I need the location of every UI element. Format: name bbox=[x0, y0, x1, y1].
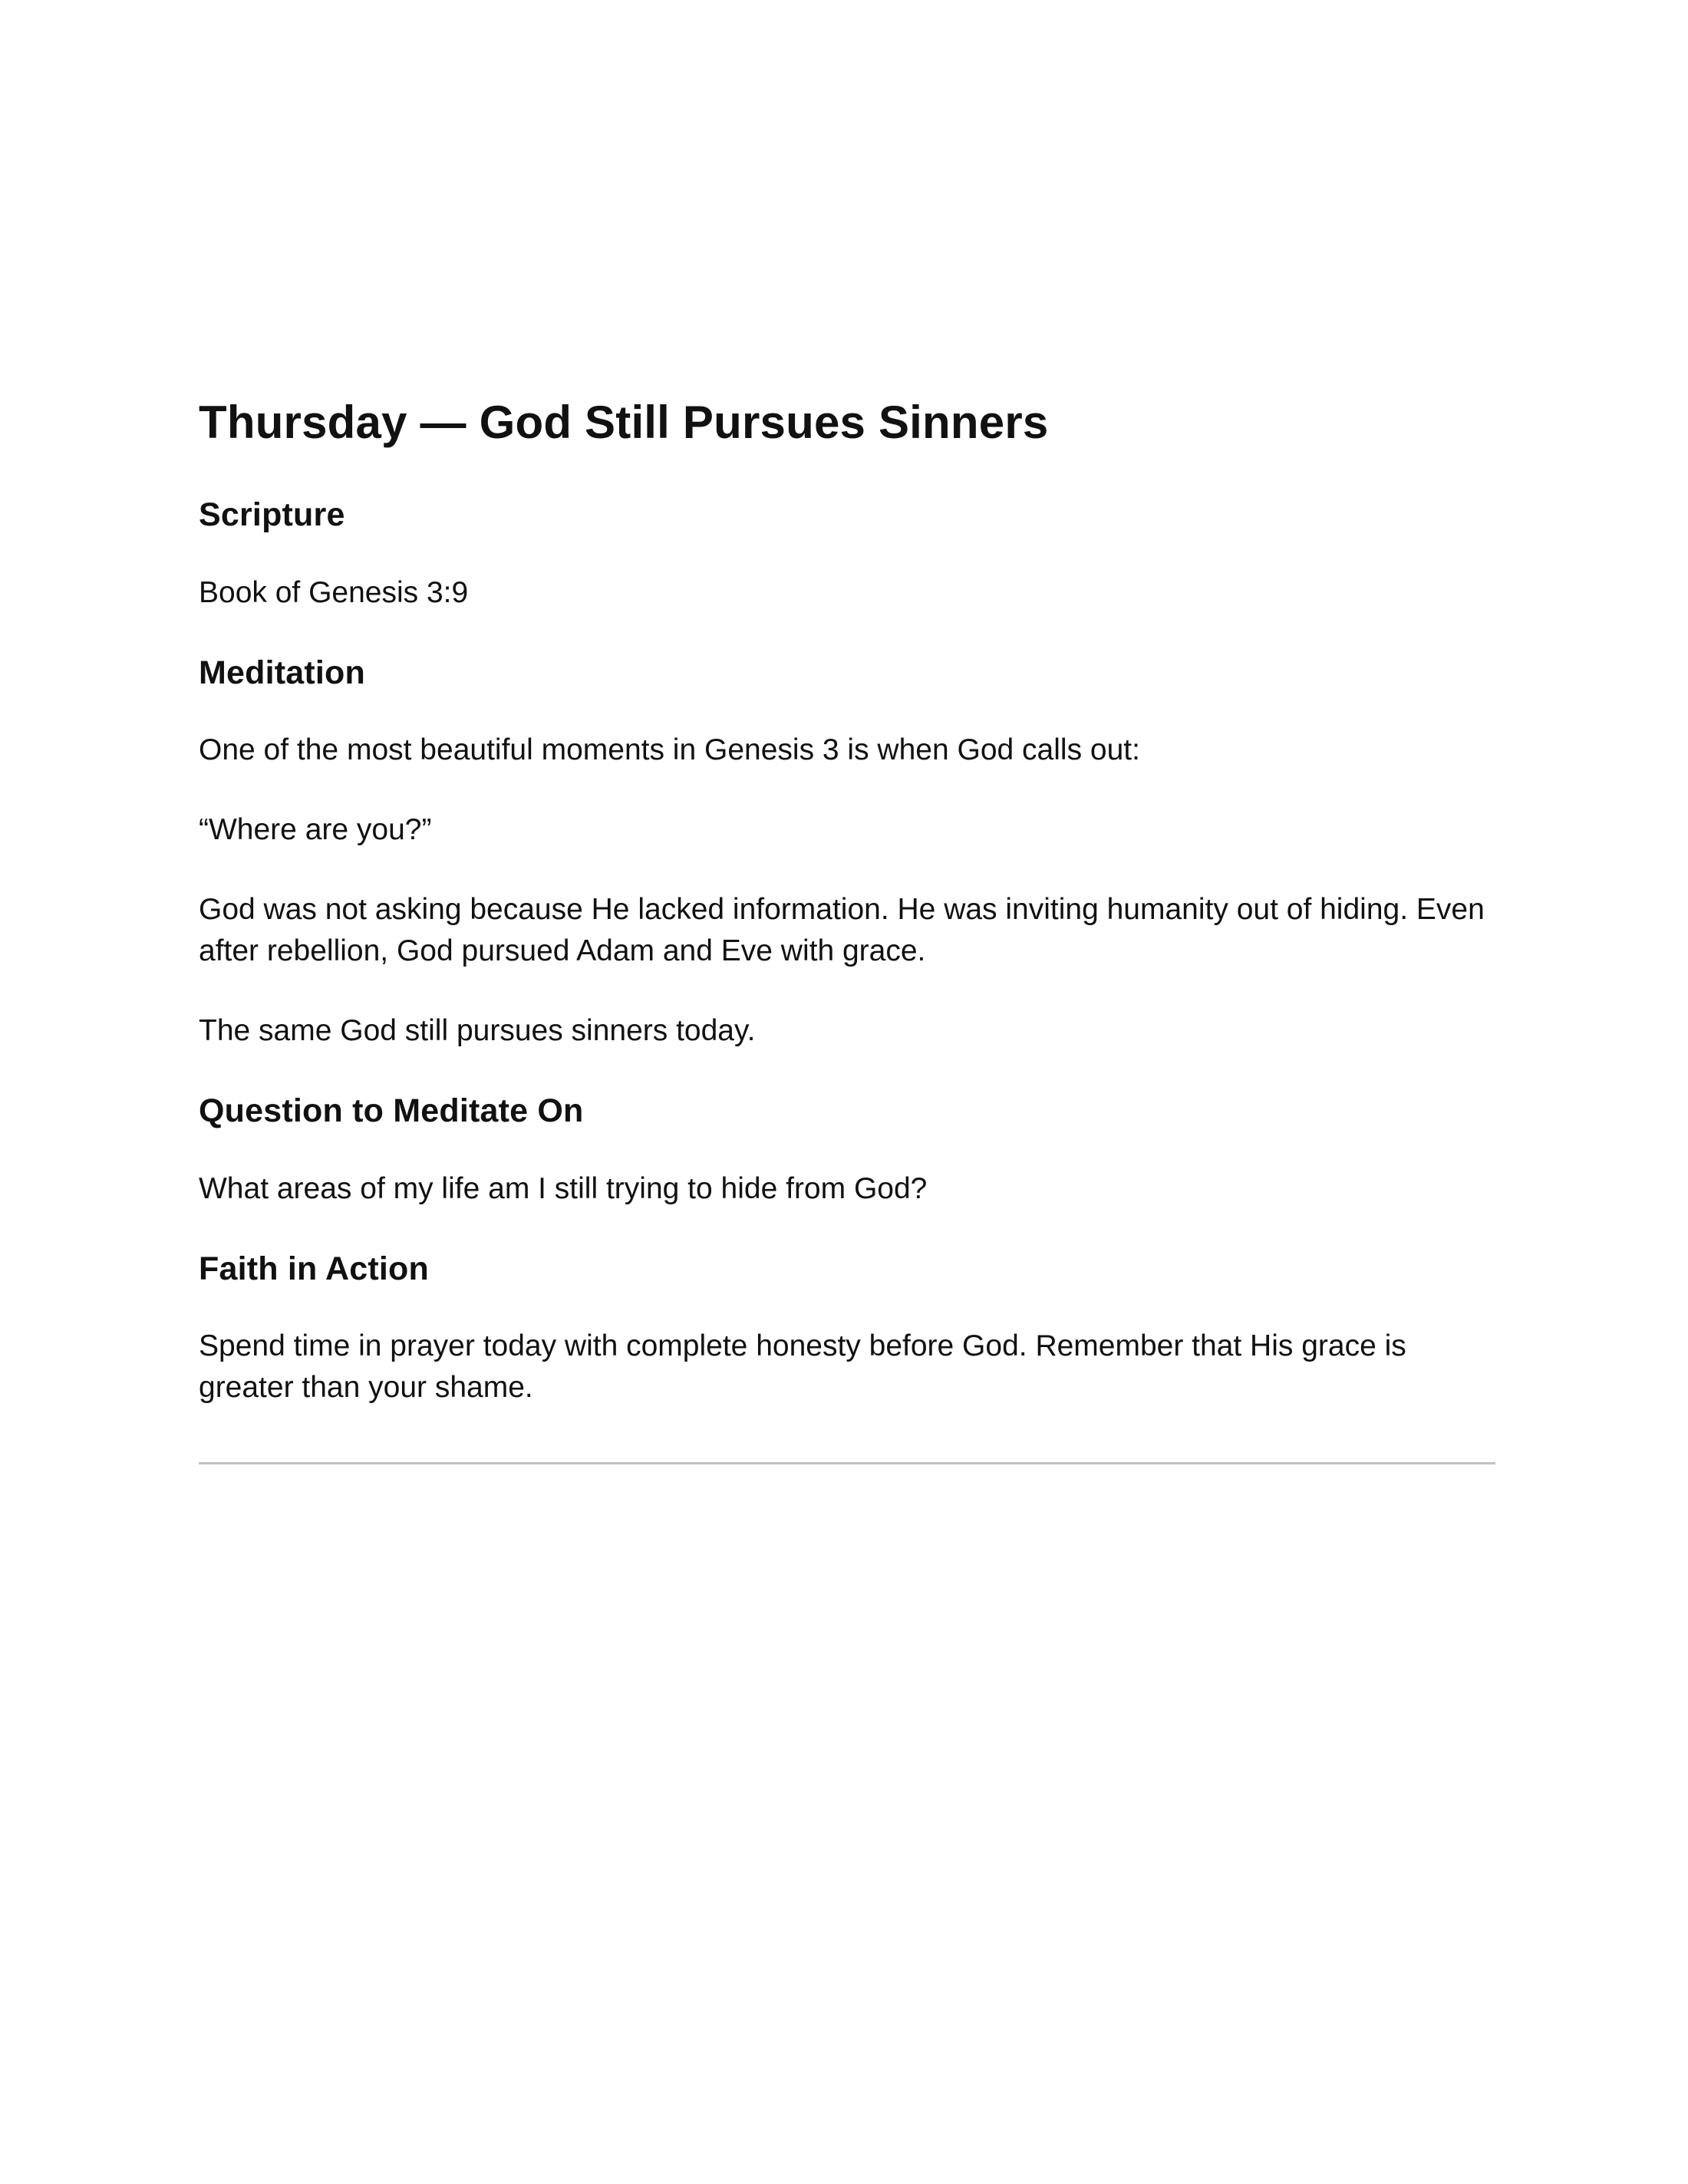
faith-in-action-text: Spend time in prayer today with complete honesty before God. Remember that His grace is greater than your shame. bbox=[199, 1329, 1406, 1405]
section-divider bbox=[199, 1462, 1495, 1464]
question-heading: Question to Meditate On bbox=[199, 1092, 584, 1130]
meditation-quote: “Where are you?” bbox=[199, 813, 432, 847]
scripture-heading: Scripture bbox=[199, 496, 345, 533]
question-text: What areas of my life am I still trying to hide from God? bbox=[199, 1171, 928, 1205]
document-page bbox=[199, 395, 1495, 1471]
meditation-paragraph: The same God still pursues sinners today. bbox=[199, 1014, 756, 1048]
meditation-paragraph: God was not asking because He lacked information. He was inviting humanity out of hiding. Even after rebellion, God pursued Adam and Eve with grace. bbox=[199, 893, 1485, 968]
meditation-heading: Meditation bbox=[199, 654, 365, 691]
faith-in-action-heading: Faith in Action bbox=[199, 1250, 429, 1287]
page-title: Thursday — God Still Pursues Sinners bbox=[199, 397, 1049, 448]
scripture-reference: Book of Genesis 3:9 bbox=[199, 575, 469, 609]
meditation-paragraph: One of the most beautiful moments in Genesis 3 is when God calls out: bbox=[199, 733, 1140, 767]
